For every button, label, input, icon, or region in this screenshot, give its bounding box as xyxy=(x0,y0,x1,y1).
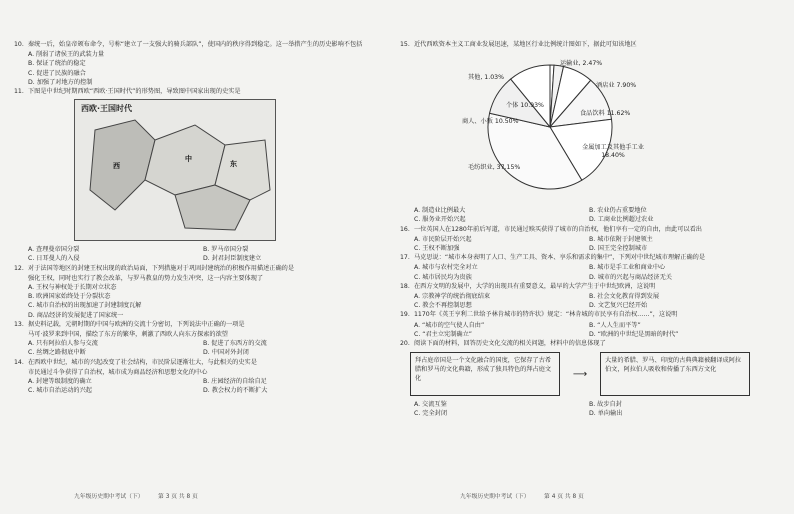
option-c: C. “君主立宪制确立” xyxy=(414,330,472,338)
option-d: D. 商品经济的发展促进了国家统一 xyxy=(28,311,124,319)
question-14: 14. 在西欧中世纪，城市的兴起改变了社会结构，市民阶层逐渐壮大，与此相关的史实是 xyxy=(14,358,257,366)
question-17: 17. 马克思说：“城市本身表明了人口、生产工具、资本、享乐和需求的集中”，下列对中世纪城市理解正确的是 xyxy=(400,254,706,262)
pie-label-other: 其他, 1.03% xyxy=(468,74,504,82)
question-line: 市民通过斗争获得了自治权，城市成为商品经济和思想文化的中心 xyxy=(28,368,208,376)
option-c: C. 教会不再控制思想 xyxy=(414,302,472,310)
option-d: D. 封君封臣制度建立 xyxy=(203,255,262,263)
page-footer: 九年级历史期中考试（下） 第 4 页 共 8 页 xyxy=(460,493,584,500)
option-a: A. 查理曼帝国分裂 xyxy=(28,246,80,254)
option-d: D. 国王完全控制城市 xyxy=(589,245,648,253)
arrow-icon: ⟶ xyxy=(572,368,588,380)
q19-options-row1 xyxy=(414,321,772,330)
question-16: 16. 一位英国人在1280年前后写道，市民通过赎买获得了城市的自治权，他们享有一定的自由，由此可以看出 xyxy=(400,225,702,233)
exam-page-right xyxy=(400,40,772,502)
option-b: B. 促进了东西方的交流 xyxy=(203,340,267,348)
option-d: D. “欧洲的中世纪是黑暗的时代” xyxy=(589,330,679,338)
q18-options-row1 xyxy=(414,292,772,301)
q13-options-row1 xyxy=(28,339,386,348)
option-b: B. 故步自封 xyxy=(589,401,622,409)
option-a: A. 交流互鉴 xyxy=(414,401,447,409)
option-a: A. 削弱了诸侯王的武装力量 xyxy=(28,51,105,59)
map-label-west: 西 xyxy=(113,162,120,171)
option-a: A. 城市与农村完全对立 xyxy=(414,264,478,272)
question-line: 马可·波罗来到中国，描绘了东方的繁华，刺激了西欧人向东方探索的欲望 xyxy=(28,331,228,339)
map-label-middle: 中 xyxy=(185,155,192,164)
question-18: 18. 在西方文明的发展中，大学的出现具有重要意义，最早的大学产生于中世纪欧洲，这说明 xyxy=(400,282,656,290)
q20-options-row2 xyxy=(414,409,772,418)
option-c: C. 服务业开始兴起 xyxy=(414,216,466,224)
option-b: B. 农业仍占重要地位 xyxy=(589,207,647,215)
option-d: D. 单向输出 xyxy=(589,410,623,418)
q18-options-row2 xyxy=(414,301,772,310)
option-b: B. 保证了统治的稳定 xyxy=(28,60,86,68)
option-d: D. 工商业比例超过农业 xyxy=(589,216,654,224)
q19-options-row2 xyxy=(414,330,772,339)
option-a: A. 制造业比例最大 xyxy=(414,207,466,215)
material-boxes xyxy=(410,352,772,396)
option-b: B. 庄园经济的自给自足 xyxy=(203,378,267,386)
option-d: D. 教会权力的不断扩大 xyxy=(203,387,268,395)
option-a: A. 市民阶层开始兴起 xyxy=(414,235,472,243)
option-c: C. 城市自治运动的兴起 xyxy=(28,387,92,395)
question-19: 19. 1170年《英王亨利二世给予林肯城市的特许状》规定：“林肯城的市民享有自治权……”，这说明 xyxy=(400,311,678,319)
q15-options-row1 xyxy=(414,206,772,215)
option-c: C. 城市居民均为贵族 xyxy=(414,273,472,281)
pie-label-hotel: 酒店业 7.90% xyxy=(596,82,637,90)
q11-options-row2 xyxy=(28,254,386,263)
question-10: 10. 秦统一后，始皇帝颁布命令，号称“建立了一支强大的骑兵部队”，使国内的秩序得到稳定。这一举措产生的历史影响不包括 xyxy=(14,41,363,48)
question-line: 强化王权，同时也实行了教会改革，与罗马教皇的势力发生冲突，这一内容主要体现了 xyxy=(28,274,264,282)
exam-page-left xyxy=(14,40,386,502)
question-11: 11. 下图是中世纪时期西欧“西欧·王国时代”的形势图，导致图中国家出现的史实是 xyxy=(14,88,241,96)
option-d: D. 城市的兴起与商品经济无关 xyxy=(589,273,672,281)
question-12: 12. 对于法国等地区的封建王权出现的政治局面，下列措施对于巩固封建统治的积极作用描述正确的是 xyxy=(14,264,295,272)
option-c: C. 完全封闭 xyxy=(414,410,448,418)
option-b: B. 罗马帝国分裂 xyxy=(203,246,249,254)
q17-options-row2 xyxy=(414,273,772,282)
pie-chart-svg xyxy=(410,52,770,202)
material-box-1: 拜占庭帝国是一个文化融合的国度，它保存了古希腊和罗马的文化典籍，形成了独具特色的拜占庭文化 xyxy=(410,352,560,396)
option-d: D. 中国对外封闭 xyxy=(203,349,249,357)
page-footer: 九年级历史期中考试（下） 第 3 页 共 8 页 xyxy=(74,493,198,500)
pie-label-metal: 金属加工及其他手工业 18.40% xyxy=(582,144,644,160)
pie-label-food: 食品饮料 11.62% xyxy=(580,110,631,118)
option-a: A. “城市的空气使人自由” xyxy=(414,321,485,329)
option-c: C. 城市自治权的出现加速了封建制度瓦解 xyxy=(28,302,142,310)
q14-options-row2 xyxy=(28,386,386,395)
map-title: 西欧·王国时代 xyxy=(81,104,133,114)
option-a: A. 宗教神学的统治彻底结束 xyxy=(414,293,491,301)
q13-options-row2 xyxy=(28,348,386,357)
pie-label-transport: 运输业, 2.47% xyxy=(560,60,603,68)
map-label-east: 东 xyxy=(230,160,237,169)
option-b: B. 城市是手工业和商业中心 xyxy=(589,264,666,272)
option-c: C. 王权不断加强 xyxy=(414,245,460,253)
pie-chart xyxy=(410,52,772,202)
map-graphic xyxy=(75,100,275,240)
option-a: A. 王权与神权处于长期对立状态 xyxy=(28,284,117,292)
material-box-2: 大量的希腊、罗马、印度的古典典籍被翻译成阿拉伯文，阿拉伯人吸收和传播了东西方文化 xyxy=(600,352,750,396)
q11-options-row1 xyxy=(28,245,386,254)
pie-label-individual: 个体 10.93% xyxy=(506,102,544,110)
q15-options-row2 xyxy=(414,215,772,224)
option-b: B. 欧洲国家始终处于分裂状态 xyxy=(28,293,111,301)
option-a: A. 封建等级制度的确立 xyxy=(28,378,92,386)
question-13: 13. 据史料记载，元朝时期的中国与欧洲的交流十分密切，下列说法中正确的一项是 xyxy=(14,320,245,328)
q14-options-row1 xyxy=(28,377,386,386)
pie-label-merchant: 商人、小贩 10.50% xyxy=(462,118,519,126)
option-c: C. 日耳曼人的入侵 xyxy=(28,255,80,263)
q16-options-row1 xyxy=(414,235,772,244)
option-b: B. 城市依附于封建领主 xyxy=(589,235,653,243)
option-d: D. 加强了对地方的控制 xyxy=(28,78,93,86)
option-d: D. 文艺复兴已经开始 xyxy=(589,302,648,310)
option-c: C. 促进了民族的融合 xyxy=(28,69,86,77)
option-b: B. “人人生而平等” xyxy=(589,321,641,329)
q17-options-row1 xyxy=(414,263,772,272)
question-15: 15. 近代西欧资本主义工商业发展迅速，某地区行业比例统计图如下，据此可知该地区 xyxy=(400,41,637,48)
q20-options-row1 xyxy=(414,400,772,409)
question-20: 20. 阅读下面的材料，回答历史文化交流的相关问题，材料中的信息体现了 xyxy=(400,340,606,348)
option-c: C. 丝绸之路彻底中断 xyxy=(28,349,86,357)
q16-options-row2 xyxy=(414,244,772,253)
option-a: A. 只有阿拉伯人参与交流 xyxy=(28,340,98,348)
pie-label-wool: 毛纺织业, 37.15% xyxy=(468,164,521,172)
historical-map xyxy=(74,99,276,241)
option-b: B. 社会文化教育得到发展 xyxy=(589,293,660,301)
